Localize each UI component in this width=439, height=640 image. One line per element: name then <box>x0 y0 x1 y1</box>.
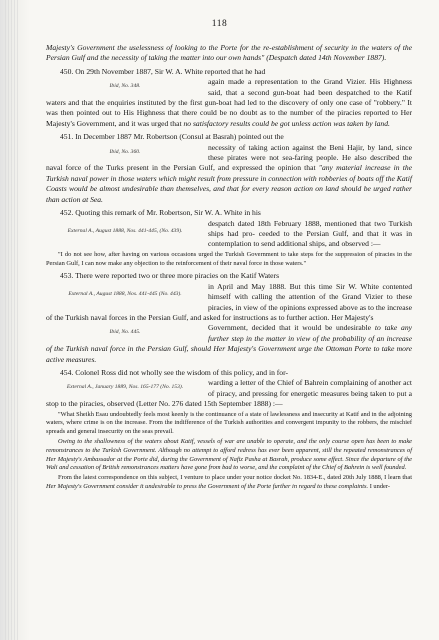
paragraph-body: ceeded to the Persian Gulf, and that it was in contemplation to send additional ships, and observed :— <box>208 228 412 249</box>
quote-italic: Her Majesty's Government consider it undesirable to press the Government of the Porte further in regard to these complaints. <box>46 482 369 490</box>
quote-italic: Owing to the shallowness of the waters about Katif, vessels of war are unable to operate, and the only course open has been to make remonstrances to the Turkish Government. Although no attempt to afford redress has ever been apparent, still the repeated remonstrances of Her Majesty's Ambassador at the Porte did, during the Government of Nafiz Pasha at Basrah, produce some effect. Since the departure of the Wali and cessation of British remonstrances matters have gone from bad to worse, and the complaint of the Chief of Bahrein is well founded. <box>46 437 412 472</box>
page-number: 118 <box>211 19 228 29</box>
paragraph-body-italic: no satisfactory results could be got unless action was taken by land. <box>183 118 390 128</box>
side-text: despatch dated 18th February 1888, mentioned that two Turkish ships had pro- <box>208 218 412 238</box>
paragraph-450 <box>46 67 412 77</box>
paragraph-454-cont <box>46 378 412 409</box>
paragraph-451-cont <box>46 143 412 205</box>
quote-text-end: I under- <box>369 482 390 490</box>
paragraph-body: pressing for energetic measures being taken to put a stop to the piracies, observed (Letter No. 276 dated 15th September 1888) :— <box>46 388 413 409</box>
paragraph-body: gun-boat had been despatched to the Katif waters and that the enquiries instituted by the first gun-boat had led to the discovery of only one case of "robbery." It was then pointed out to His Highness that there could be no doubt as to the number of the piracies reported to Her Majesty's Government, and it was urged that <box>46 87 412 128</box>
paragraph-450-cont <box>46 77 412 129</box>
margin-reference: Ibid, No. 348. <box>109 83 141 90</box>
paragraph-lead: Quoting this remark of Mr. Robertson, Sir W. A. White in his <box>75 208 261 218</box>
paragraph-number: 450. <box>60 66 74 76</box>
block-quote-2c <box>46 474 412 492</box>
book-gutter <box>0 0 30 640</box>
side-text-italic: to take any further step in <box>208 323 412 343</box>
block-quote-2a: "What Sheikh Esau undoubtedly feels most keenly is the continuance of a state of lawlessness and insecurity at Katif and in the adjoining waters, where crime is on the increase. From the indifference of the Turkish authorities and convergent impunity to the robbers, the mischief spreads and general insecurity on the seas prevail. <box>46 410 412 436</box>
side-text: again made a representation to the Grand Vizier. His Highness said, that a second <box>208 77 412 97</box>
paragraph-453-cont2 <box>46 323 412 365</box>
side-text: in April and May 1888. But this time Sir W. White contented himself with <box>208 281 412 302</box>
intro-paragraph <box>46 43 412 64</box>
paragraph-lead: On 29th November 1887, Sir W. A. White reported that he had <box>75 66 266 76</box>
paragraph-number: 454. <box>60 367 74 377</box>
block-quote-1: "I do not see how, after having on various occasions urged the Turkish Government to take steps for the suppression of piracies in the Persian Gulf, I can now make any objection to the reinforcement of their naval force in those waters." <box>46 250 412 267</box>
paragraph-lead: Colonel Ross did not wholly see the wisdom of this policy, and in for- <box>75 367 289 377</box>
margin-reference: Ibid, No. 360. <box>109 148 141 155</box>
paragraph-453 <box>46 271 412 281</box>
paragraph-body: calling the attention of the Grand Vizier to these piracies, in view of the opinions expressed above as to the increase of the Turkish naval forces in the Persian Gulf, and asked for instructions as to further action. Her Majesty's <box>46 292 412 322</box>
paragraph-453-cont <box>46 282 412 324</box>
block-quote-2b <box>46 438 412 473</box>
margin-reference: Ibid, No. 445. <box>109 329 141 336</box>
side-text: warding a letter of the Chief of Bahrein complaining of another act of piracy, and <box>208 378 412 398</box>
paragraph-451 <box>46 132 412 142</box>
intro-text: Majesty's Government the uselessness of looking to the Porte for the re-establishment of security in the waters of the Persian Gulf and the necessity of taking the matter into our own hands" (Despatch dated 14th November 1887). <box>46 43 412 63</box>
margin-reference: External A., January 1889, Nos. 165-177 (No. 153). <box>66 384 184 391</box>
paragraph-452 <box>46 208 412 218</box>
paragraph-body: not sea-faring people. He also described the naval force of the Turks present in the Persian Gulf, and expressed the opinion that <box>46 153 412 173</box>
paragraph-lead: In December 1887 Mr. Robertson (Consul at Basrah) pointed out the <box>75 132 284 142</box>
paragraph-452-cont <box>46 219 412 250</box>
page-body <box>46 43 412 492</box>
paragraph-454 <box>46 368 412 378</box>
margin-reference: External A., August 1888, Nos. 441-445 (No. 443). <box>68 290 182 297</box>
side-text: necessity of taking action against the Beni Hajir, by land, since these pirates were <box>208 142 412 163</box>
paragraph-body-italic: "any material increase in the Turkish naval power in those waters which might result from pressure in connection with robberies of boats off the Katif Coasts would be almost undesirable than themselves, and that for every reason action on land should be urged rather than action at Sea. <box>46 163 413 204</box>
paragraph-body-italic: the matter in view of the probability of an increase of the Turkish naval force in the Persian Gulf, should Her Majesty's Government urge the Ottoman Porte to take more active measures. <box>46 333 413 364</box>
side-text: Government, decided that it would be undesirable <box>208 323 372 333</box>
paragraph-number: 451. <box>60 132 74 142</box>
quote-text: From the latest correspondence on this subject, I venture to place under your notice docket No. 1834-E., dated 20th July 1888, I learn that <box>58 474 412 482</box>
margin-reference: External A., August 1888, Nos. 441-445, (No. 439). <box>67 227 183 234</box>
paragraph-lead: There were reported two or three more piracies on the Katif Waters <box>75 271 280 281</box>
paragraph-number: 452. <box>60 208 74 218</box>
paragraph-number: 453. <box>60 271 74 281</box>
